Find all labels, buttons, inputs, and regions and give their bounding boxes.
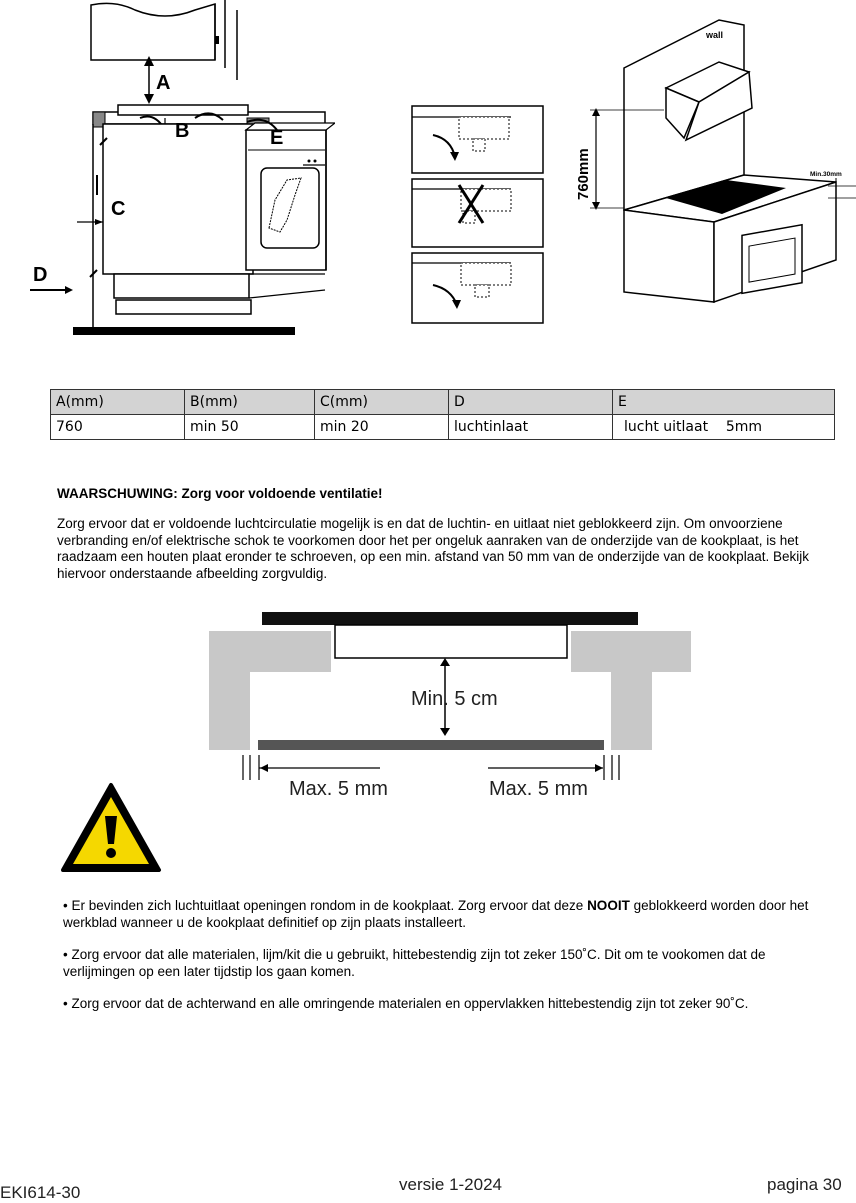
cell-a: 760: [51, 415, 185, 440]
wooden-plate: [258, 740, 604, 750]
bullet-1-text-start: • Er bevinden zich luchtuitlaat openingen rondom in de kookplaat. Zorg ervoor dat deze: [63, 898, 588, 913]
warning-title: WAARSCHUWING: Zorg voor voldoende ventilatie!: [57, 486, 383, 501]
warning-paragraph: Zorg ervoor dat er voldoende luchtcirculatie mogelijk is en dat de luchtin- en uitlaat niet geblokkeerd zijn. Om onvoorziene verbranding en/of elektrische schok te voorkomen door het per ongeluk aanraken van de onderzijde van de kookplaat, is het raadzaam een houten plaat eronder te schroeven, op een min. afstand van 50 mm van de onderzijde van de kookplaat. Bekijk hiervoor onderstaande afbeelding zorgvuldig.: [57, 516, 809, 581]
cell-c: min 20: [315, 415, 449, 440]
wall-label: wall: [706, 30, 724, 40]
header-b: B(mm): [185, 390, 315, 415]
header-e: E: [613, 390, 835, 415]
footer-page-number: pagina 30: [767, 1175, 842, 1194]
footer-version: versie 1-2024: [399, 1175, 503, 1194]
worktop-left: [209, 631, 331, 750]
height-label: 760mm: [575, 148, 592, 200]
label-b: B: [175, 120, 190, 142]
header-d: D: [449, 390, 613, 415]
cell-b: min 50: [185, 415, 315, 440]
label-e: E: [270, 127, 284, 149]
hood-height-figure: [574, 10, 856, 310]
hob-body: [335, 625, 567, 658]
clip-panel-1: [412, 106, 543, 173]
footer-model: EKI614-30: [0, 1183, 81, 1202]
bullet-ventilation-openings: [63, 898, 833, 931]
bullet-heat-resistant-wall: • Zorg ervoor dat de achterwand en alle omringende materialen en oppervlakken hittebestendig zijn tot zeker 90˚C.: [63, 996, 749, 1011]
header-a: A(mm): [51, 390, 185, 415]
ventilation-clearance-diagram: [205, 610, 695, 805]
bullet-heat-resistant-materials: • Zorg ervoor dat alle materialen, lijm/kit die u gebruikt, hittebestendig zijn tot zeker 150˚C. Dit om te vookomen dat de verlijmingen op een later tijdstip los gaan komen.: [63, 947, 766, 979]
label-a: A: [156, 72, 171, 94]
table-header-row: [51, 390, 835, 415]
clip-mounting-figure: [411, 105, 546, 327]
clip-panel-3: [412, 253, 543, 323]
dimension-table: [50, 389, 835, 440]
worktop-right: [571, 631, 691, 750]
cell-d: luchtinlaat: [449, 415, 613, 440]
max-left-label: Max. 5 mm: [289, 778, 388, 800]
bullet-1-emphasis: NOOIT: [587, 898, 630, 913]
table-row: [51, 415, 835, 440]
warning-triangle-icon: [60, 782, 162, 874]
label-c: C: [111, 198, 126, 220]
hob-plate: [262, 612, 638, 625]
max-right-label: Max. 5 mm: [489, 778, 588, 800]
cell-e: lucht uitlaat 5mm: [613, 415, 835, 440]
header-c: C(mm): [315, 390, 449, 415]
installation-clearance-figure: [25, 0, 335, 345]
side-clearance-label: Min.30mm: [810, 171, 842, 178]
min-distance-label: Min. 5 cm: [411, 688, 498, 710]
label-d: D: [33, 264, 48, 286]
bullet-1-text-end: geblokkeerd worden door het werkblad wanneer u de kookplaat definitief op zijn plaats installeert.: [63, 898, 809, 930]
clip-panel-2-incorrect: [412, 179, 543, 247]
